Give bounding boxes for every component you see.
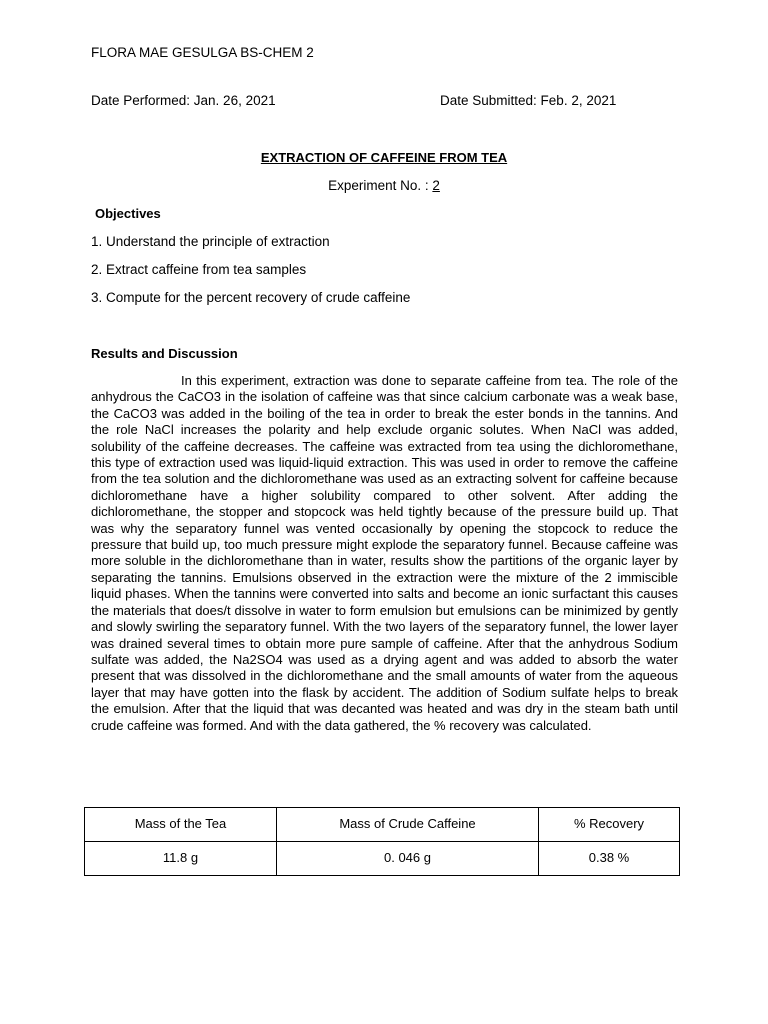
table-header-cell: % Recovery bbox=[539, 808, 680, 842]
results-table bbox=[84, 807, 680, 876]
document-title: EXTRACTION OF CAFFEINE FROM TEA bbox=[260, 150, 508, 165]
date-submitted: Date Submitted: Feb. 2, 2021 bbox=[440, 93, 617, 108]
objective-item: 2. Extract caffeine from tea samples bbox=[91, 262, 307, 277]
date-performed: Date Performed: Jan. 26, 2021 bbox=[91, 93, 276, 108]
table-row bbox=[85, 842, 680, 876]
objectives-list bbox=[91, 234, 410, 318]
objective-item: 3. Compute for the percent recovery of crude caffeine bbox=[91, 290, 411, 305]
table-header-cell: Mass of the Tea bbox=[85, 808, 277, 842]
table-header-row bbox=[85, 808, 680, 842]
experiment-label: Experiment No. : bbox=[328, 178, 433, 193]
author-line: FLORA MAE GESULGA BS-CHEM 2 bbox=[91, 45, 314, 60]
table-cell: 11.8 g bbox=[85, 842, 277, 876]
experiment-number-value: 2 bbox=[432, 178, 440, 193]
table-cell: 0.38 % bbox=[539, 842, 680, 876]
experiment-number bbox=[0, 178, 768, 193]
objective-item: 1. Understand the principle of extraction bbox=[91, 234, 330, 249]
results-heading: Results and Discussion bbox=[91, 346, 238, 361]
table-header-cell: Mass of Crude Caffeine bbox=[277, 808, 539, 842]
table-cell: 0. 046 g bbox=[277, 842, 539, 876]
results-paragraph: In this experiment, extraction was done to separate caffeine from tea. The role of the anhydrous the CaCO3 in the isolation of caffeine was that since calcium carbonate was a weak base, the CaCO3 was added in the boiling of the tea in order to break the ester bonds in the tannins. And the role NaCl increases the polarity and help exclude organic solutes. When NaCl was added, solubility of the caffeine decreases. The caffeine was extracted from tea using the dichloromethane, this type of extraction used was liquid-liquid extraction. This was used in order to remove the caffeine from the tea solution and the dichloromethane was used as an extracting solvent for caffeine because dichloromethane have a higher solubility compared to other solvent. After adding the dichloromethane, the stopper and stopcock was held tightly because of the pressure build up. That was why the separatory funnel was vented occasionally by opening the stopcock to reduce the pressure that build up, too much pressure might explode the separatory funnel. Because caffeine was more soluble in the dichloromethane than in water, results show the partitions of the organic layer by separating the tannins. Emulsions observed in the extraction were the mixture of the 2 immiscible liquid phases. When the tannins were converted into salts and become an ionic surfactant this causes the materials that does/t dissolve in water to form emulsion but emulsions can be minimized by gently and slowly swirling the separatory funnel. With the two layers of the separatory funnel, the lower layer was drained several times to obtain more pure sample of caffeine. After that the anhydrous Sodium sulfate was added, the Na2SO4 was used as a drying agent and was added to absorb the water present that was dissolved in the dichloromethane and the small amounts of water from the aqueous layer that may have gotten into the flask by accident. The addition of Sodium sulfate helps to break the emulsion. After that the liquid that was decanted was heated and was dry in the steam bath until crude caffeine was formed. And with the data gathered, the % recovery was calculated. bbox=[91, 373, 678, 733]
objectives-heading: Objectives bbox=[95, 206, 161, 221]
